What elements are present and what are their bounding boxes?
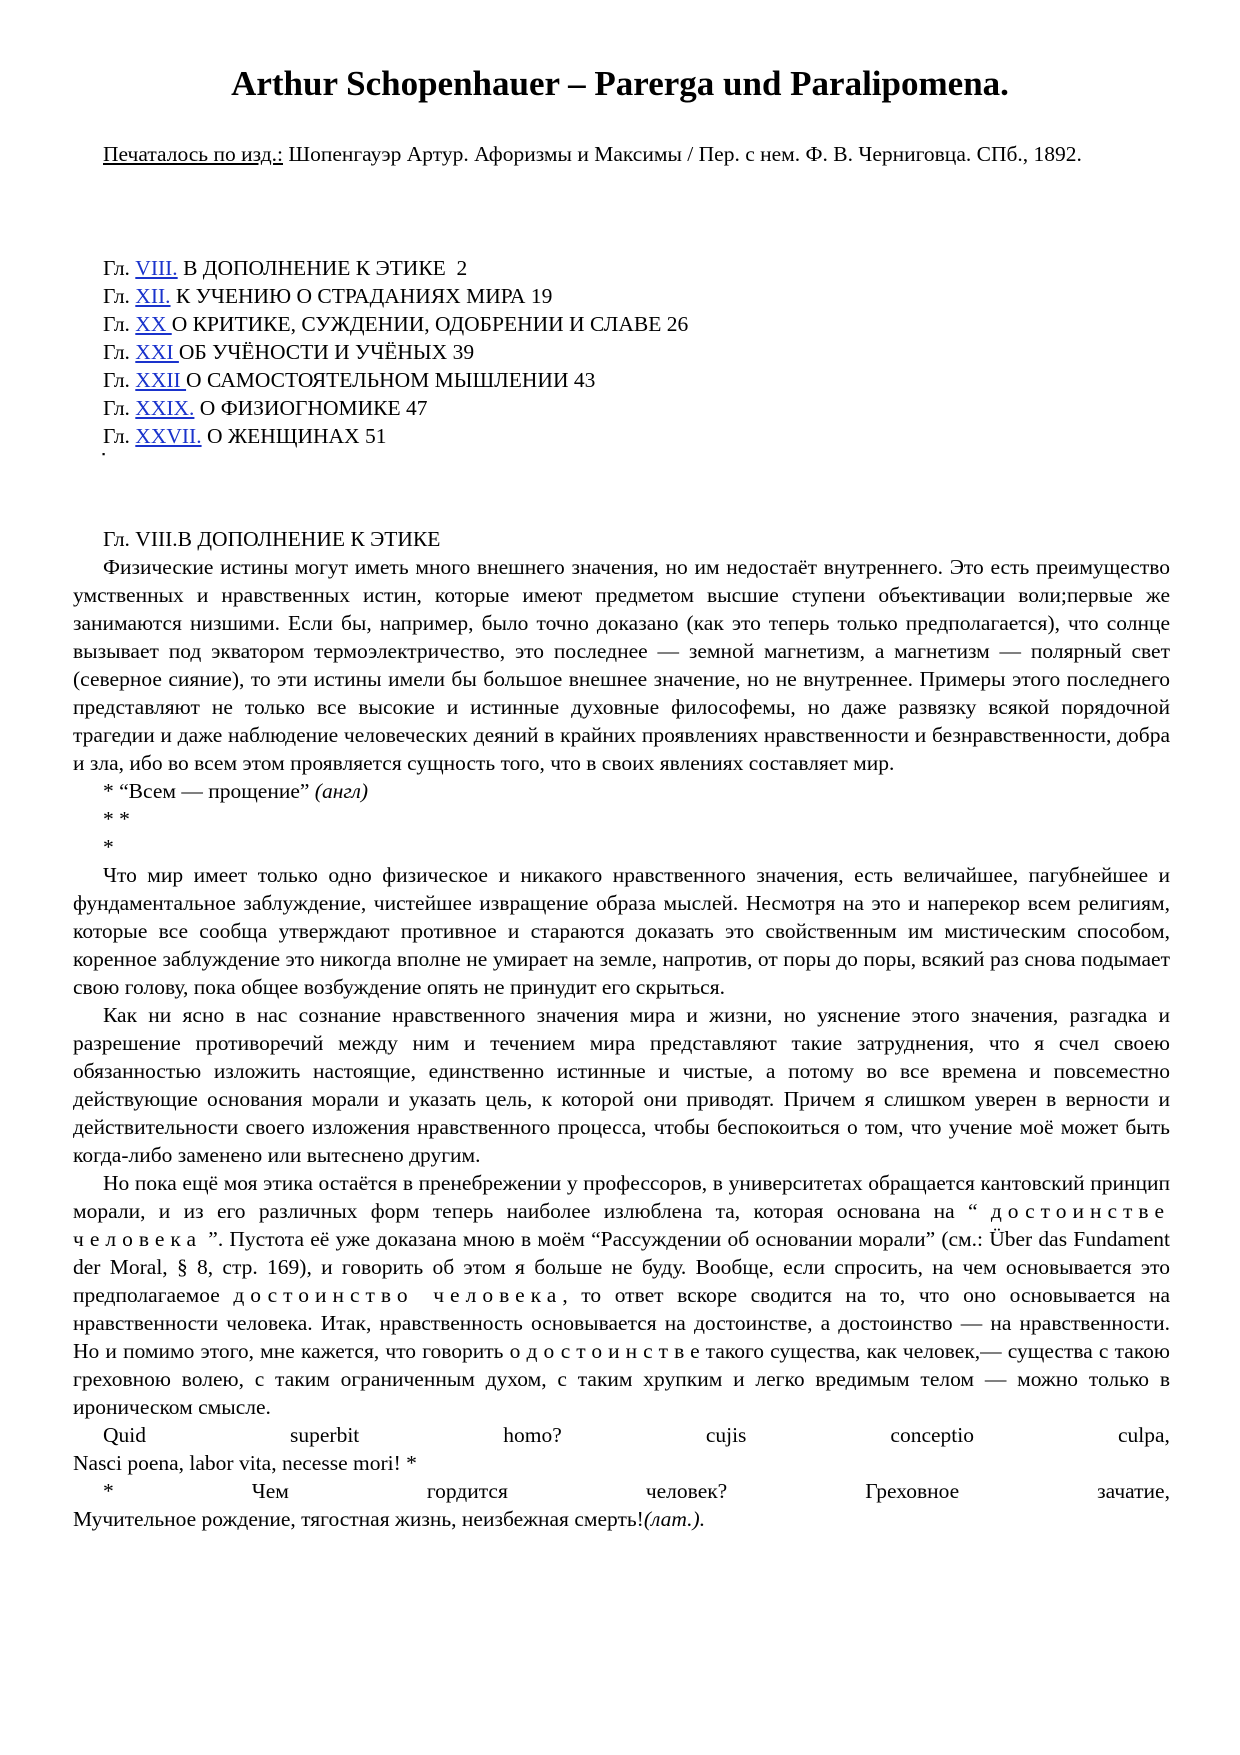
paragraph-1: Физические истины могут иметь много внешнего значения, но им недостаёт внутреннего. Это есть преимущество умственных и нравственных истин, которые имеют предметом высшие ступени объективации воли;первые же занимаются низшими. Если бы, например, было точно доказано (как это теперь только предполагается), что солнце вызывает под экватором термоэлектричество, это последнее — земной магнетизм, а магнетизм — полярный свет (северное сияние), то эти истины имели бы большое внешнее значение, но не внутреннее. Примеры этого последнего представляют не только все высокие и истинные духовные философемы, но даже развязку всякой порядочной трагедии и даже наблюдение человеческих деяний в крайних проявлениях нравственности и безнравственности, добра и зла, ибо во всем этом проявляется сущность того, что в своих явлениях составляет мир. xyxy=(73,555,1170,775)
toc-link-viii[interactable]: VIII. xyxy=(135,256,178,280)
separator-stars: * * xyxy=(103,807,130,831)
paragraph-3: Как ни ясно в нас сознание нравственного значения мира и жизни, но уяснение этого значения, разгадка и разрешение противоречий между ним и течением мира представляют такие затруднения, что я счел своею обязанностью изложить настоящие, единственно истинные и чистые, а потому во все времена и повсеместно действующие основания морали и указать цель, к которой они приводят. Причем я слишком уверен в верности и действительности своего изложения нравственного процесса, чтобы беспокоиться о том, что учение моё может быть когда-либо заменено или вытеснено другим. xyxy=(73,1003,1170,1167)
toc-item: Гл. XXI ОБ УЧЁНОСТИ И УЧЁНЫХ 39 xyxy=(103,340,475,364)
latin-verse-line-1: Quid superbit homo? cujis conceptio culpa, xyxy=(103,1423,1170,1447)
toc-item: Гл. XII. К УЧЕНИЮ О СТРАДАНИЯХ МИРА 19 xyxy=(103,284,553,308)
separator-star: * xyxy=(103,835,114,859)
translation-line-1: * Чем гордится человек? Греховное зачатие, xyxy=(103,1479,1170,1503)
toc-link-xxix[interactable]: XXIX. xyxy=(135,396,195,420)
toc-link-xx[interactable]: XX xyxy=(135,312,172,336)
toc-link-xxvii[interactable]: XXVII. xyxy=(135,424,202,448)
latin-verse-line-2: Nasci poena, labor vita, necesse mori! * xyxy=(73,1451,417,1475)
paragraph-2: Что мир имеет только одно физическое и никакого нравственного значения, есть величайшее, пагубнейшее и фундаментальное заблуждение, чистейшее извращение образа мыслей. Несмотря на это и наперекор всем религиям, которые все сообща утверждают противное и стараются доказать это свойственным им мистическим способом, коренное заблуждение это никогда вполне не умирает на земле, напротив, от поры до поры, всякий раз снова подымает свою голову, пока общее возбуждение опять не принудит его скрыться. xyxy=(73,863,1170,999)
stray-mark: ▪ xyxy=(102,449,106,459)
toc-item: Гл. VIII. В ДОПОЛНЕНИЕ К ЭТИКЕ 2 xyxy=(103,256,468,280)
toc-item: Гл. XXII О САМОСТОЯТЕЛЬНОМ МЫШЛЕНИИ 43 xyxy=(103,368,596,392)
source-text: Шопенгауэр Артур. Афоризмы и Максимы / Пер. с нем. Ф. В. Черниговца. СПб., 1892. xyxy=(283,142,1082,166)
footnote: * “Всем — прощение” (англ) xyxy=(103,779,369,803)
paragraph-4: Но пока ещё моя этика остаётся в пренебрежении у профессоров, в университетах обращается кантовский принцип морали, и из его различных форм теперь наиболее излюблена та, которая основана на “ достоинстве человека ”. Пустота её уже доказана мною в моём “Рассуждении об основании морали” (см.: Über das Fundament der Moral, § 8, стр. 169), и говорить об этом я больше не буду. Вообще, если спросить, на чем основывается это предполагаемое достоинство человека, то ответ вскоре сводится на то, что оно основывается на нравственности человека. Итак, нравственность основывается на достоинстве, а достоинство — на нравственности. Но и помимо этого, мне кажется, что говорить о достоинстветакого существа, как человек,— существа с такою греховною волею, с таким ограниченным духом, с таким хрупким и легко вредимым телом — можно только в ироническом смысле. xyxy=(73,1171,1171,1419)
toc-link-xxii[interactable]: XXII xyxy=(135,368,187,392)
source-citation xyxy=(73,140,1170,168)
chapter-heading: Гл. VIII.В ДОПОЛНЕНИЕ К ЭТИКЕ xyxy=(103,527,441,551)
toc-link-xxi[interactable]: XXI xyxy=(135,340,179,364)
chapter-body xyxy=(73,525,1170,1533)
toc-item: Гл. XXVII. О ЖЕНЩИНАХ 51 xyxy=(103,424,387,448)
table-of-contents xyxy=(103,254,688,450)
toc-item: Гл. XX О КРИТИКЕ, СУЖДЕНИИ, ОДОБРЕНИИ И СЛАВЕ 26 xyxy=(103,312,689,336)
toc-item: Гл. XXIX. О ФИЗИОГНОМИКЕ 47 xyxy=(103,396,428,420)
page-title: Arthur Schopenhauer – Parerga und Paralipomena. xyxy=(231,64,1009,103)
toc-link-xii[interactable]: XII. xyxy=(135,284,171,308)
translation-line-2: Мучительное рождение, тягостная жизнь, неизбежная смерть!(лат.). xyxy=(73,1507,706,1531)
source-label: Печаталось по изд.: xyxy=(103,142,283,166)
